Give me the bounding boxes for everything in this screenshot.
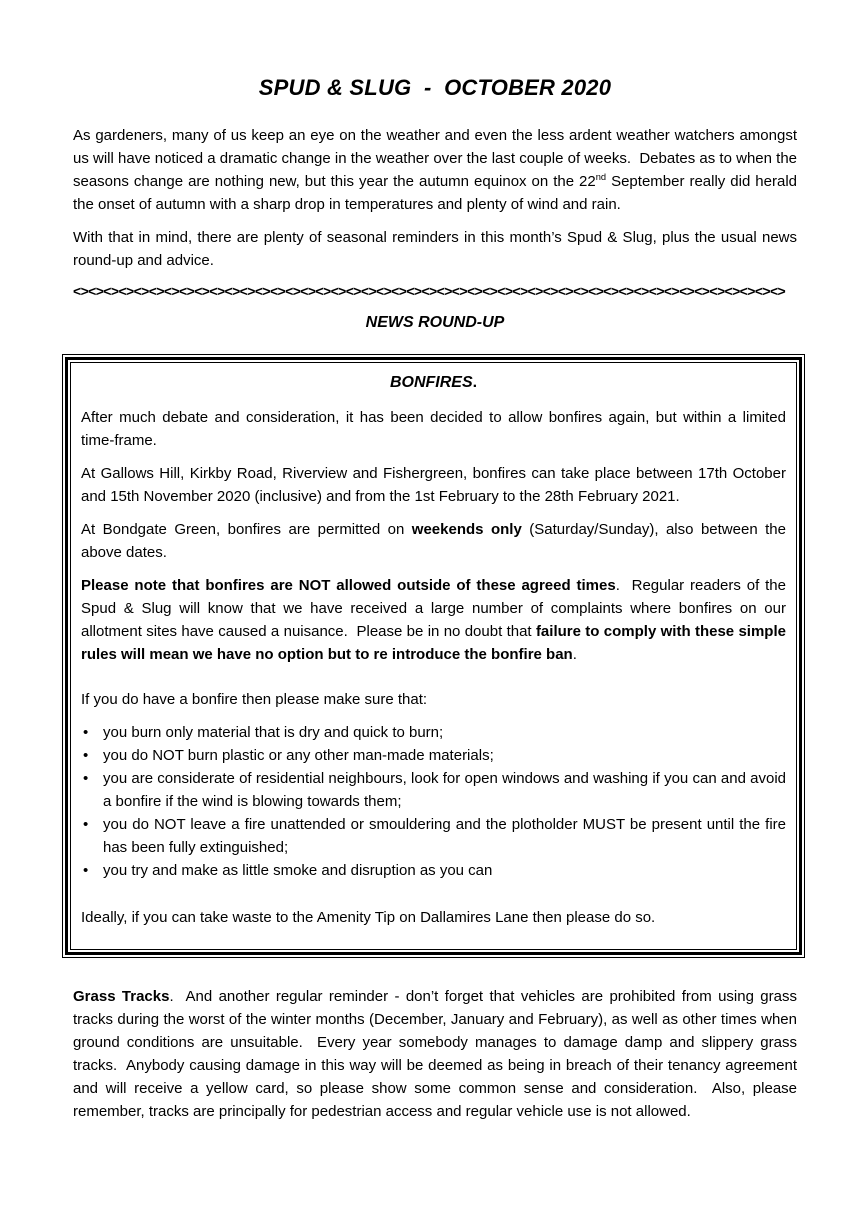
intro-paragraph-1: As gardeners, many of us keep an eye on the weather and even the less ardent weather watchers amongst us will have noticed a dramatic change in the weather over the last couple of weeks. Debates as to when the seasons change are nothing new, but this year the autumn equinox on the 22nd September really did herald the onset of autumn with a sharp drop in temperatures and plenty of wind and rain. [73, 127, 802, 213]
bonfires-paragraph-2: At Gallows Hill, Kirkby Road, Riverview and Fishergreen, bonfires can take place between 17th October and 15th November 2020 (inclusive) and from the 1st February to the 28th February 2021. [81, 465, 791, 505]
bonfires-closing: Ideally, if you can take waste to the Amenity Tip on Dallamires Lane then please do so. [81, 909, 656, 926]
bonfires-box-mid-border [65, 357, 802, 955]
bonfires-list-intro: If you do have a bonfire then please make sure that: [81, 691, 428, 708]
bullet-item: • you are considerate of residential neighbours, look for open windows and washing if you can and avoid a bonfire if the wind is blowing towards them; [81, 767, 786, 813]
intro-paragraph-2: With that in mind, there are plenty of seasonal reminders in this month’s Spud & Slug, plus the usual news round-up and advice. [73, 229, 802, 269]
bonfires-box-inner [70, 362, 797, 950]
news-roundup-heading: NEWS ROUND-UP [365, 314, 505, 331]
bonfires-heading: BONFIRES. [389, 374, 478, 391]
page-title: SPUD & SLUG - OCTOBER 2020 [258, 75, 612, 100]
bullet-item: • you do NOT burn plastic or any other man-made materials; [81, 744, 786, 767]
bonfires-bullet-list [81, 721, 786, 882]
grass-tracks-paragraph: Grass Tracks. And another regular reminder - don’t forget that vehicles are prohibited from using grass tracks during the worst of the winter months (December, January and February), as well as other times when ground conditions are unsuitable. Every year somebody manages to damage damp and slippery grass tracks. Anybody causing damage in this way will be deemed as being in breach of their tenancy agreement and will receive a yellow card, so please show some common sense and consideration. Also, please remember, tracks are principally for pedestrian access and regular vehicle use is not allowed. [73, 988, 802, 1120]
divider-line: <><><><><><><><><><><><><><><><><><><><><><><><><><><><><><><><><><><><><><><><><><><><><><><> [73, 283, 786, 299]
bonfires-box [62, 354, 805, 958]
bonfires-paragraph-3: At Bondgate Green, bonfires are permitted on weekends only (Saturday/Sunday), also between the above dates. [81, 521, 791, 561]
bonfires-paragraph-4: Please note that bonfires are NOT allowed outside of these agreed times. Regular readers of the Spud & Slug will know that we have received a large number of complaints where bonfires on our allotment sites have caused a nuisance. Please be in no doubt that failure to comply with these simple rules will mean we have no option but to re introduce the bonfire ban. [81, 577, 791, 663]
bonfires-paragraph-1: After much debate and consideration, it has been decided to allow bonfires again, but within a limited time-frame. [81, 409, 791, 449]
bullet-item: • you try and make as little smoke and disruption as you can [81, 859, 786, 882]
bullet-item: • you burn only material that is dry and quick to burn; [81, 721, 786, 744]
bullet-item: • you do NOT leave a fire unattended or smouldering and the plotholder MUST be present until the fire has been fully extinguished; [81, 813, 786, 859]
